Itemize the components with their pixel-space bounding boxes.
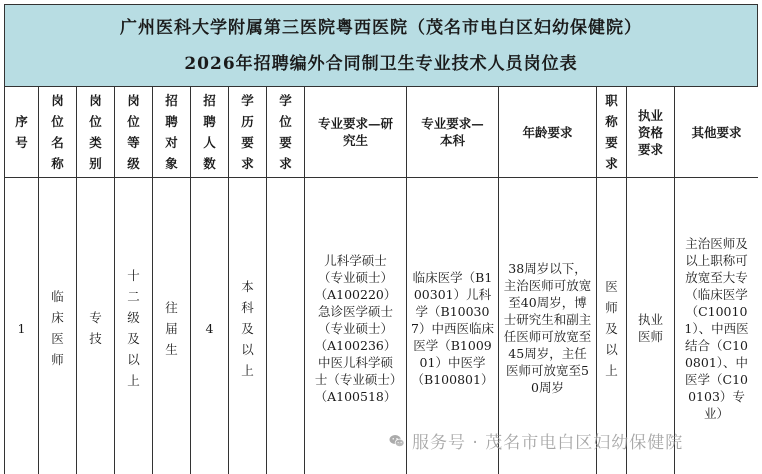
cell-major-postgraduate: 儿科学硕士（专业硕士）（A100220）急诊医学硕士（专业硕士）（A100236）中医儿科学硕士（专业硕士）（A100518）: [305, 178, 407, 474]
cell-title-req: 医师及以上: [597, 178, 627, 474]
cell-post-level: 十二级及以上: [115, 178, 153, 474]
hospital-title: 广州医科大学附属第三医院粤西医院（茂名市电白区妇幼保健院）: [120, 17, 642, 38]
header-seq: 序号: [5, 87, 39, 178]
table-row: [5, 178, 759, 474]
header-count: 招聘人数: [191, 87, 229, 178]
header-major-postgraduate: 专业要求—研究生: [305, 87, 407, 178]
header-post-type: 岗位类别: [77, 87, 115, 178]
watermark-text: 服务号 · 茂名市电白区妇幼保健院: [412, 433, 684, 453]
cell-cert: 执业医师: [627, 178, 675, 474]
header-age: 年龄要求: [499, 87, 597, 178]
header-post-level: 岗位等级: [115, 87, 153, 178]
cell-count: 4: [191, 178, 229, 474]
cell-other: 主治医师及以上职称可放宽至大专（临床医学（C100101）、中西医结合（C100801）、中医学（C100103）专业）: [675, 178, 759, 474]
job-table-sheet: [4, 4, 758, 474]
table-header-row: [5, 87, 759, 178]
header-major-undergraduate: 专业要求—本科: [407, 87, 499, 178]
cell-seq: 1: [5, 178, 39, 474]
cell-target: 往届生: [153, 178, 191, 474]
header-post-name: 岗位名称: [39, 87, 77, 178]
cell-major-undergraduate: 临床医学（B100301）儿科学（B100307）中西医临床医学（B100901）中医学（B100801）: [407, 178, 499, 474]
cell-education: 本科及以上: [229, 178, 267, 474]
header-education: 学历要求: [229, 87, 267, 178]
cell-age: 38周岁以下，主治医师可放宽至40周岁，博士研究生和副主任医师可放宽至45周岁，主任医师可放宽至50周岁: [499, 178, 597, 474]
table-title: 2026年招聘编外合同制卫生专业技术人员岗位表: [184, 53, 578, 74]
header-title-req: 职称要求: [597, 87, 627, 178]
header-other: 其他要求: [675, 87, 759, 178]
cell-post-name: 临床医师: [39, 178, 77, 474]
header-target: 招聘对象: [153, 87, 191, 178]
table-title-band: [4, 4, 758, 86]
header-cert: 执业资格要求: [627, 87, 675, 178]
job-positions-table: [4, 86, 758, 474]
header-degree: 学位要求: [267, 87, 305, 178]
cell-degree: [267, 178, 305, 474]
cell-post-type: 专技: [77, 178, 115, 474]
